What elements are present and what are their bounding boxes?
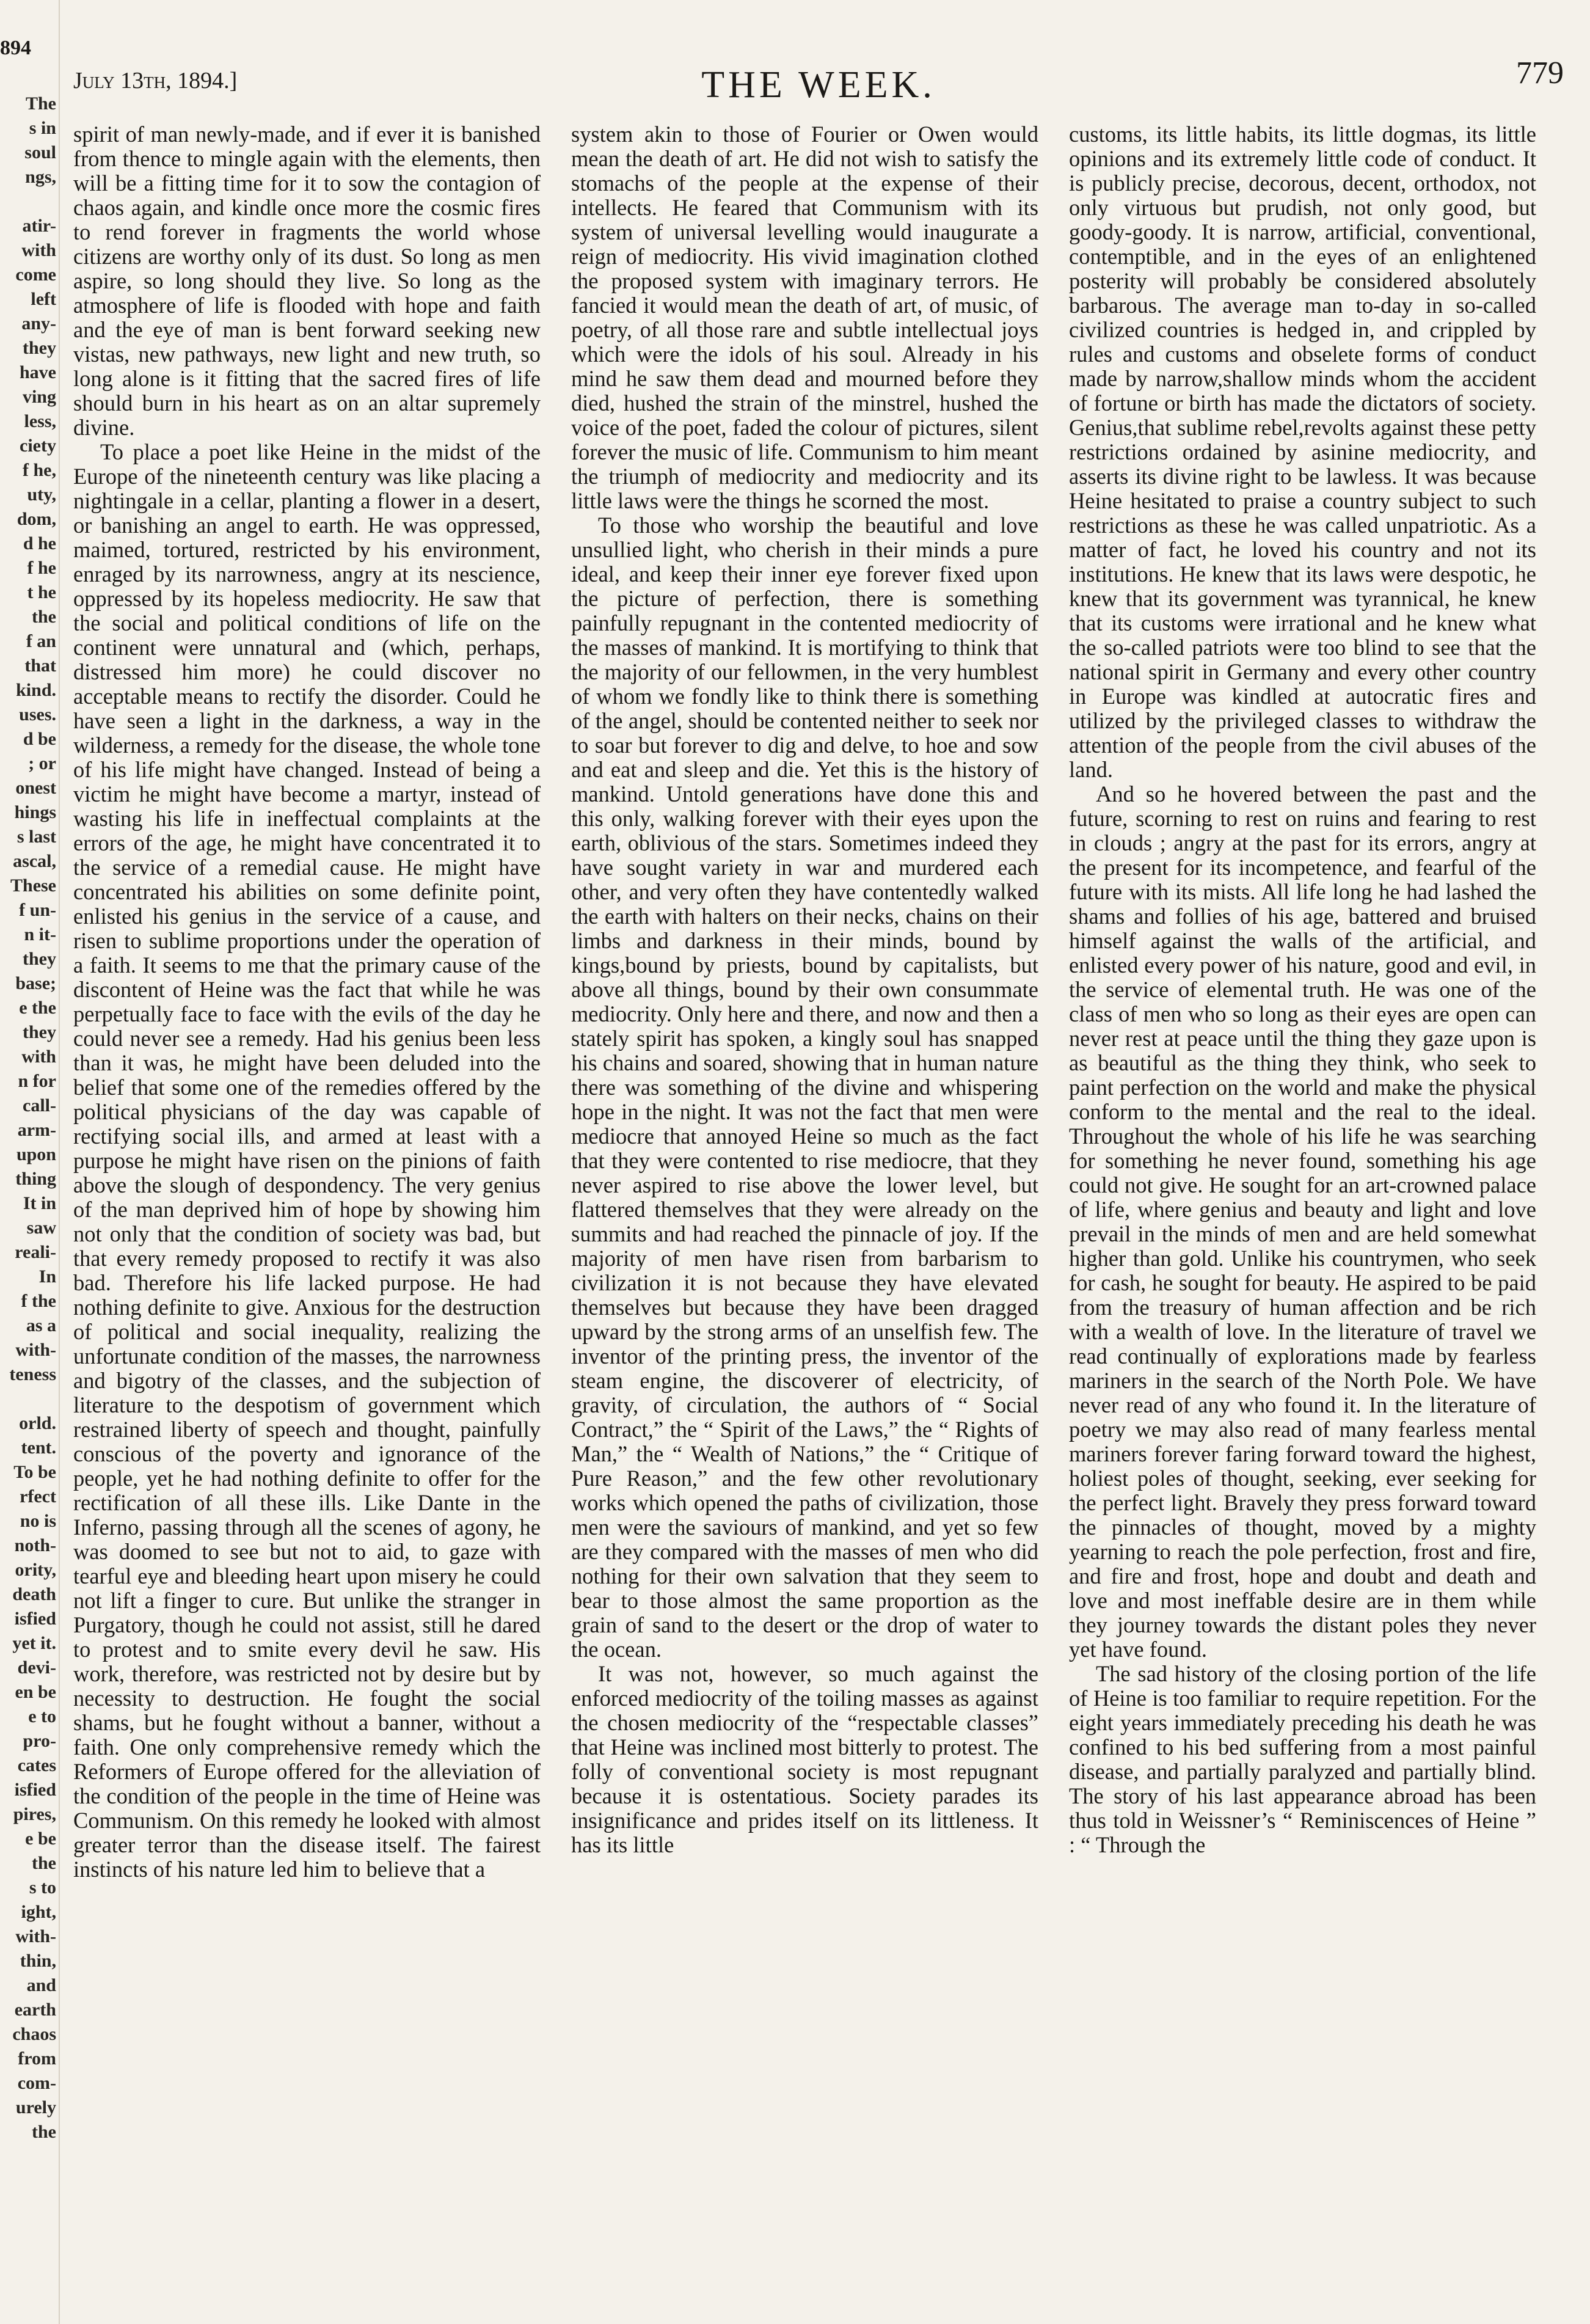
page-number: 779 xyxy=(1516,56,1564,90)
column-3 xyxy=(1069,122,1536,2285)
previous-page-text-fragments: The s in soul ngs, atir- with come left any- they have ving less, ciety f he, uty, dom, d he f he t he the f an that kind. uses. d be ; or onest hings s last ascal, These f un- n it- they base; e the they with n for call- arm- upon thing It in saw reali- In f the as a with- teness orld. tent. To be rfect no is noth- ority, death isfied yet it. devi- en be e to pro- cates isfied pires, e be the s to ight, with- thin, and earth chaos from com- urely the xyxy=(9,93,56,2142)
paragraph: system akin to those of Fourier or Owen would mean the death of art. He did not wish to satisfy the stomachs of the people at the expense of their intellects. He feared that Communism with its system of universal levelling would inaugurate a reign of mediocrity. His vivid imagination clothed the proposed system with imaginary terrors. He fancied it would mean the death of art, of music, of poetry, of all those rare and subtle intellectual joys which were the idols of his soul. Already in his mind he saw them dead and mourned before they died, hushed the strain of the minstrel, hushed the voice of the poet, faded the colour of pictures, silent forever the music of life. Communism to him meant the triumph of mediocrity and mediocrity and its little laws were the things he scorned the most. xyxy=(571,122,1038,513)
paragraph: And so he hovered between the past and the future, scorning to rest on ruins and fearing to rest in clouds ; angry at the past for its errors, angry at the present for its incompetence, and fearful of the future with its mists. All life long he had lashed the shams and follies of his age, battered and bruised himself against the walls of the artificial, and enlisted every power of his nature, good and evil, in the service of elemental truth. He was one of the class of men who so long as their eyes are open can never rest at peace until the thing they gaze upon is as beautiful as the thing they think, who seek to paint perfection on the world and make the physical conform to the mental and the real to the ideal. Throughout the whole of his life he was searching for something he never found, something his age could not give. He sought for an art-crowned palace of life, where genius and beauty and light and love prevail in the minds of men and are held somewhat higher than gold. Unlike his countrymen, who seek for cash, he sought for beauty. He aspired to be paid from the treasury of human affection and be rich with a wealth of love. In the literature of travel we read continually of explorations made by fearless mariners in the search of the North Pole. We have never read of any who found it. In the literature of poetry we may also read of many fearless mental mariners forever faring forward toward the highest, holiest poles of thought, seeking, ever seeking for the perfect light. Bravely they press forward toward the pinnacles of thought, moved by a mighty yearning to reach the pole perfection, frost and fire, and fire and frost, hope and doubt and death and love and most ineffable desire are in them while they journey towards the distant poles they never yet have found. xyxy=(1069,781,1536,1662)
paragraph: The sad history of the closing portion of the life of Heine is too familiar to require repetition. For the eight years immediately preceding his death he was confined to his bed suffering from a most painful disease, and partially paralyzed and partially blind. The story of his last appearance abroad has been thus told in Weissner’s “ Reminiscences of Heine ” : “ Through the xyxy=(1069,1661,1536,1857)
paragraph: To those who worship the beautiful and love unsullied light, who cherish in their minds a pure ideal, and keep their inner eye forever fixed upon the picture of perfection, there is something painfully repugnant in the contented mediocrity of the masses of mankind. It is mortifying to think that the majority of our fellowmen, in the very humblest of whom we fondly like to think there is something of the angel, should be contented neither to seek nor to soar but forever to dig and delve, to hoe and sow and eat and sleep and die. Yet this is the history of mankind. Untold generations have done this and this only, walking forever with their eyes upon the earth, oblivious of the stars. Sometimes indeed they have sought variety in war and murdered each other, and very often they have contentedly walked the earth with halters on their necks, chains on their limbs and darkness in their minds, bound by kings,bound by priests, bound by capitalists, but above all things, bound by their own consummate mediocrity. Only here and there, and now and then a stately spirit has spoken, a kingly soul has snapped his chains and soared, showing that in human nature there was something of the divine and whispering hope in the night. It was not the fact that men were mediocre that annoyed Heine so much as the fact that they were contented to rise mediocre, that they never aspired to rise above the lower level, but flattered themselves that they were already on the summits and had reached the pinnacle of joy. If the majority of men have risen from barbarism to civilization it is not because they have elevated themselves but because they have been dragged upward by the strong arms of an unselfish few. The inventor of the printing press, the inventor of the steam engine, the discoverer of electricity, of gravity, of circulation, the authors of “ Social Contract,” the “ Spirit of the Laws,” the “ Rights of Man,” the “ Wealth of Nations,” the “ Critique of Pure Reason,” and the few other revolutionary works which opened the paths of civilization, those men were the saviours of mankind, and yet so few are they compared with the masses of men who did nothing for their own salvation that they seem to bear to those almost the same proportion as the grain of sand to the desert or the drop of water to the ocean. xyxy=(571,513,1038,1662)
masthead-title: THE WEEK. xyxy=(701,64,936,106)
paragraph: spirit of man newly-made, and if ever it is banished from thence to mingle again with the elements, then will be a fitting time for it to sow the contagion of chaos again, and kindle once more the cosmic fires to rend forever in fragments the world whose citizens are worthy only of its dust. So long as men aspire, so long should they live. So long as the atmosphere of life is flooded with hope and faith and the eye of man is bent forward seeking new vistas, new pathways, new light and new truth, so long alone is it fitting that the sacred fires of life should burn in his heart as on an altar supremely divine. xyxy=(73,122,541,440)
issue-date: July 13th, 1894.] xyxy=(73,68,238,93)
column-2 xyxy=(571,122,1038,2285)
article-columns xyxy=(73,122,1539,2285)
page-header xyxy=(73,37,1564,110)
paragraph: It was not, however, so much against the enforced mediocrity of the toiling masses as against the chosen mediocrity of the “respectable classes” that Heine was inclined most bitterly to protest. The folly of conventional society is most repugnant because it is ostentatious. Society parades its insignificance and prides itself on its littleness. It has its little xyxy=(571,1661,1038,1857)
column-1 xyxy=(73,122,541,2285)
paragraph: To place a poet like Heine in the midst of the Europe of the nineteenth century was like placing a nightingale in a cellar, planting a flower in a desert, or banishing an angel to earth. He was oppressed, maimed, tortured, restricted by his environment, enraged by its narrowness, angry at its nescience, oppressed by its hopeless mediocrity. He saw that the social and political conditions of life on the continent were unnatural and (which, perhaps, distressed him more) he could discover no acceptable means to rectify the disorder. Could he have seen a light in the darkness, a way in the wilderness, a remedy for the disease, the whole tone of his life might have changed. Instead of being a victim he might have become a martyr, instead of wasting his life in ineffectual complaints at the errors of the age, he might have concentrated it to the service of a remedial cause. He might have concentrated his abilities on some definite point, enlisted his genius in the service of a cause, and risen to sublime proportions under the operation of a faith. It seems to me that the primary cause of the discontent of Heine was the fact that while he was perpetually face to face with the evils of the day he could never see a remedy. Had his genius been less than it was, he might have been deluded into the belief that some one of the remedies offered by the political physicians of the day was capable of rectifying social ills, and armed at least with a purpose he might have risen on the pinions of faith above the slough of despondency. The very genius of the man deprived him of hope by showing him not only that the condition of society was bad, but that every remedy proposed to rectify it was also bad. Therefore his life lacked purpose. He had nothing definite to give. Anxious for the destruction of political and social inequality, realizing the unfortunate condition of the masses, the narrowness and bigotry of the classes, and the subjection of literature to the despotism of government which restrained liberty of speech and thought, painfully conscious of the poverty and ignorance of the people, yet he had nothing definite to offer for the rectification of all these ills. Like Dante in the Inferno, passing through all the scenes of agony, he was doomed to see but not to aid, to gaze with tearful eye and bleeding heart upon misery he could not lift a finger to cure. But unlike the stranger in Purgatory, though he could not assist, still he dared to protest and to smite every devil he saw. His work, therefore, was restricted not by desire but by necessity to destruction. He fought the social shams, but he fought without a banner, without a faith. One only comprehensive remedy which the Reformers of Europe offered for the alleviation of the condition of the people in the time of Heine was Communism. On this remedy he looked with almost greater terror than the disease itself. The fairest instincts of his nature led him to believe that a xyxy=(73,439,541,1882)
paragraph: customs, its little habits, its little dogmas, its little opinions and its extremely little code of conduct. It is publicly precise, decorous, decent, orthodox, not only virtuous but prudish, not only good, but goody-goody. It is narrow, artificial, conventional, contemptible, and in the eyes of an enlightened posterity will probably be considered absolutely barbarous. The average man to-day in so-called civilized countries is hedged in, and crippled by rules and customs and obselete forms of conduct made by narrow,shallow minds whom the accident of fortune or birth has made the dictators of society. Genius,that sublime rebel,revolts against these petty restrictions ordained by asinine mediocrity, and asserts its divine right to be lawless. It was because Heine hesitated to praise a country subject to such restrictions as these he was called unpatriotic. As a matter of fact, he loved his country and not its institutions. He knew that its laws were despotic, he knew that its government was tyrannical, he knew that its customs were irrational and he knew what the so-called patriots were too blind to see that the national spirit in Germany and every other country in Europe was kindled at autocratic fires and utilized by the privileged classes to withdraw the attention of the people from the civil abuses of the land. xyxy=(1069,122,1536,782)
previous-page-edge xyxy=(0,0,60,2324)
previous-page-number: 894 xyxy=(0,37,31,59)
